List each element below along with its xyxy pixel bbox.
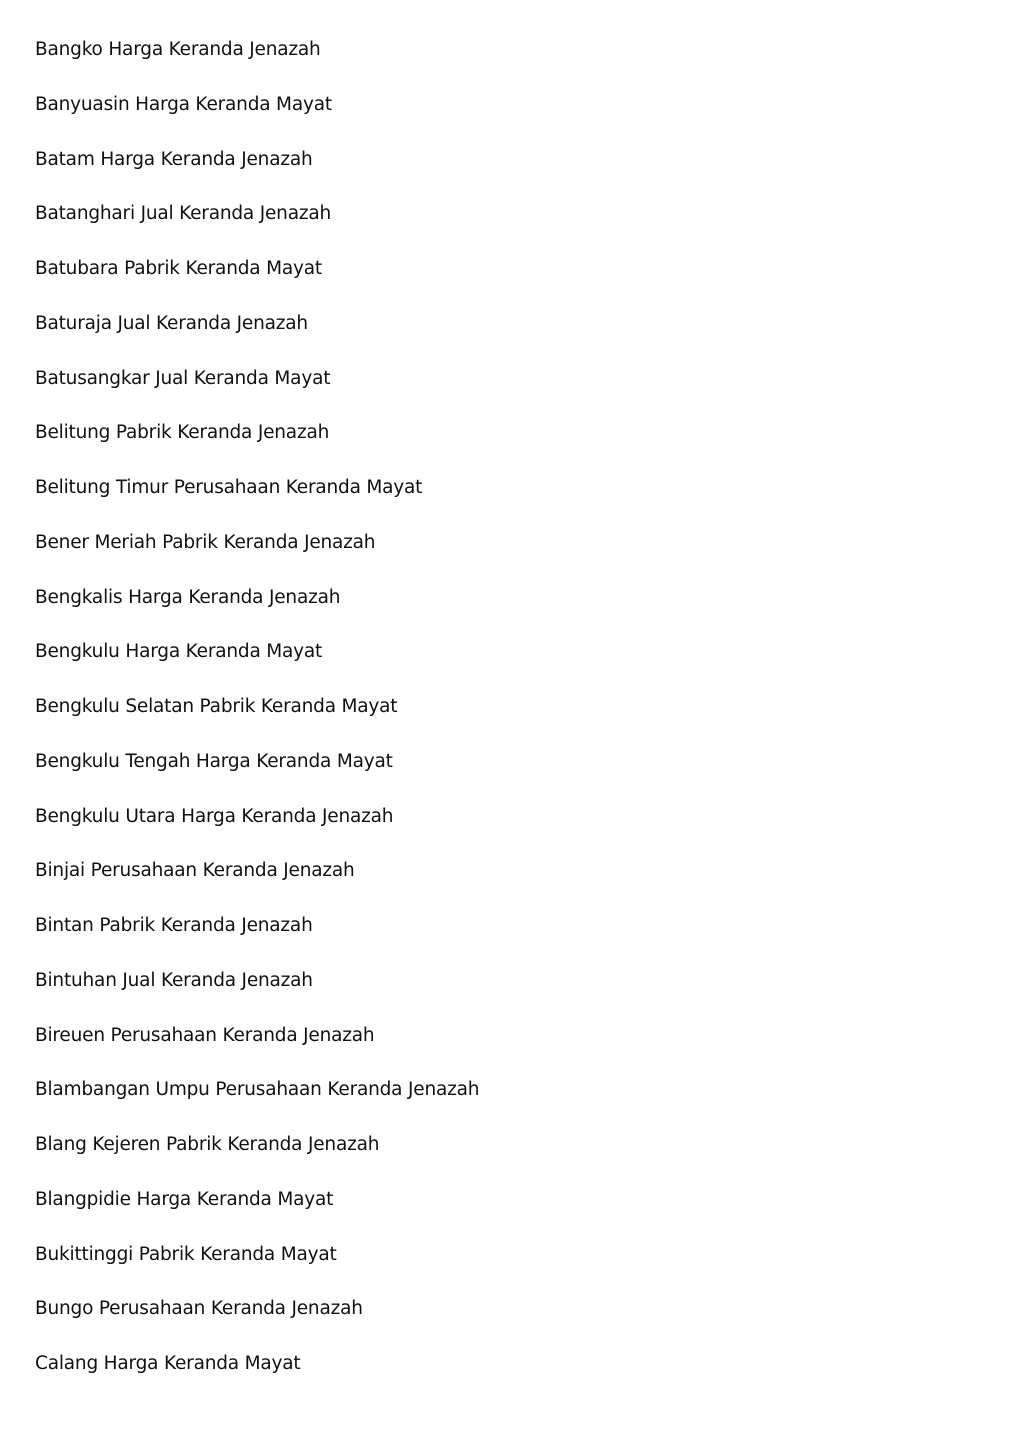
list-item: Belitung Pabrik Keranda Jenazah: [35, 422, 330, 444]
list-item: Blang Kejeren Pabrik Keranda Jenazah: [35, 1134, 380, 1155]
list-item: Bener Meriah Pabrik Keranda Jenazah: [35, 531, 376, 553]
list-item: Bireuen Perusahaan Keranda Jenazah: [35, 1024, 375, 1046]
list-item: Bengkulu Selatan Pabrik Keranda Mayat: [35, 696, 398, 717]
list-item: Bungo Perusahaan Keranda Jenazah: [35, 1298, 363, 1320]
list-item: Blambangan Umpu Perusahaan Keranda Jenazah: [35, 1079, 480, 1101]
list-item: Bengkalis Harga Keranda Jenazah: [35, 586, 341, 608]
list-item: Batam Harga Keranda Jenazah: [35, 148, 313, 170]
list-item: Belitung Timur Perusahaan Keranda Mayat: [35, 477, 423, 498]
list-item: Bengkulu Utara Harga Keranda Jenazah: [35, 805, 394, 827]
list-item: Blangpidie Harga Keranda Mayat: [35, 1188, 334, 1210]
list-item: Batanghari Jual Keranda Jenazah: [35, 203, 332, 225]
list-item: Calang Harga Keranda Mayat: [35, 1353, 301, 1374]
list-item: Bangko Harga Keranda Jenazah: [35, 39, 321, 60]
list-item: Binjai Perusahaan Keranda Jenazah: [35, 860, 355, 882]
list-item: Banyuasin Harga Keranda Mayat: [35, 93, 332, 115]
list-item: Bintan Pabrik Keranda Jenazah: [35, 915, 313, 936]
list-item: Bukittinggi Pabrik Keranda Mayat: [35, 1243, 337, 1265]
list-item: Bengkulu Tengah Harga Keranda Mayat: [35, 750, 393, 772]
list-item: Bengkulu Harga Keranda Mayat: [35, 641, 323, 663]
list-item: Bintuhan Jual Keranda Jenazah: [35, 969, 313, 991]
list-item: Batusangkar Jual Keranda Mayat: [35, 367, 331, 389]
list-item: Batubara Pabrik Keranda Mayat: [35, 258, 322, 279]
location-list: [35, 36, 935, 1405]
list-item: Baturaja Jual Keranda Jenazah: [35, 312, 308, 334]
